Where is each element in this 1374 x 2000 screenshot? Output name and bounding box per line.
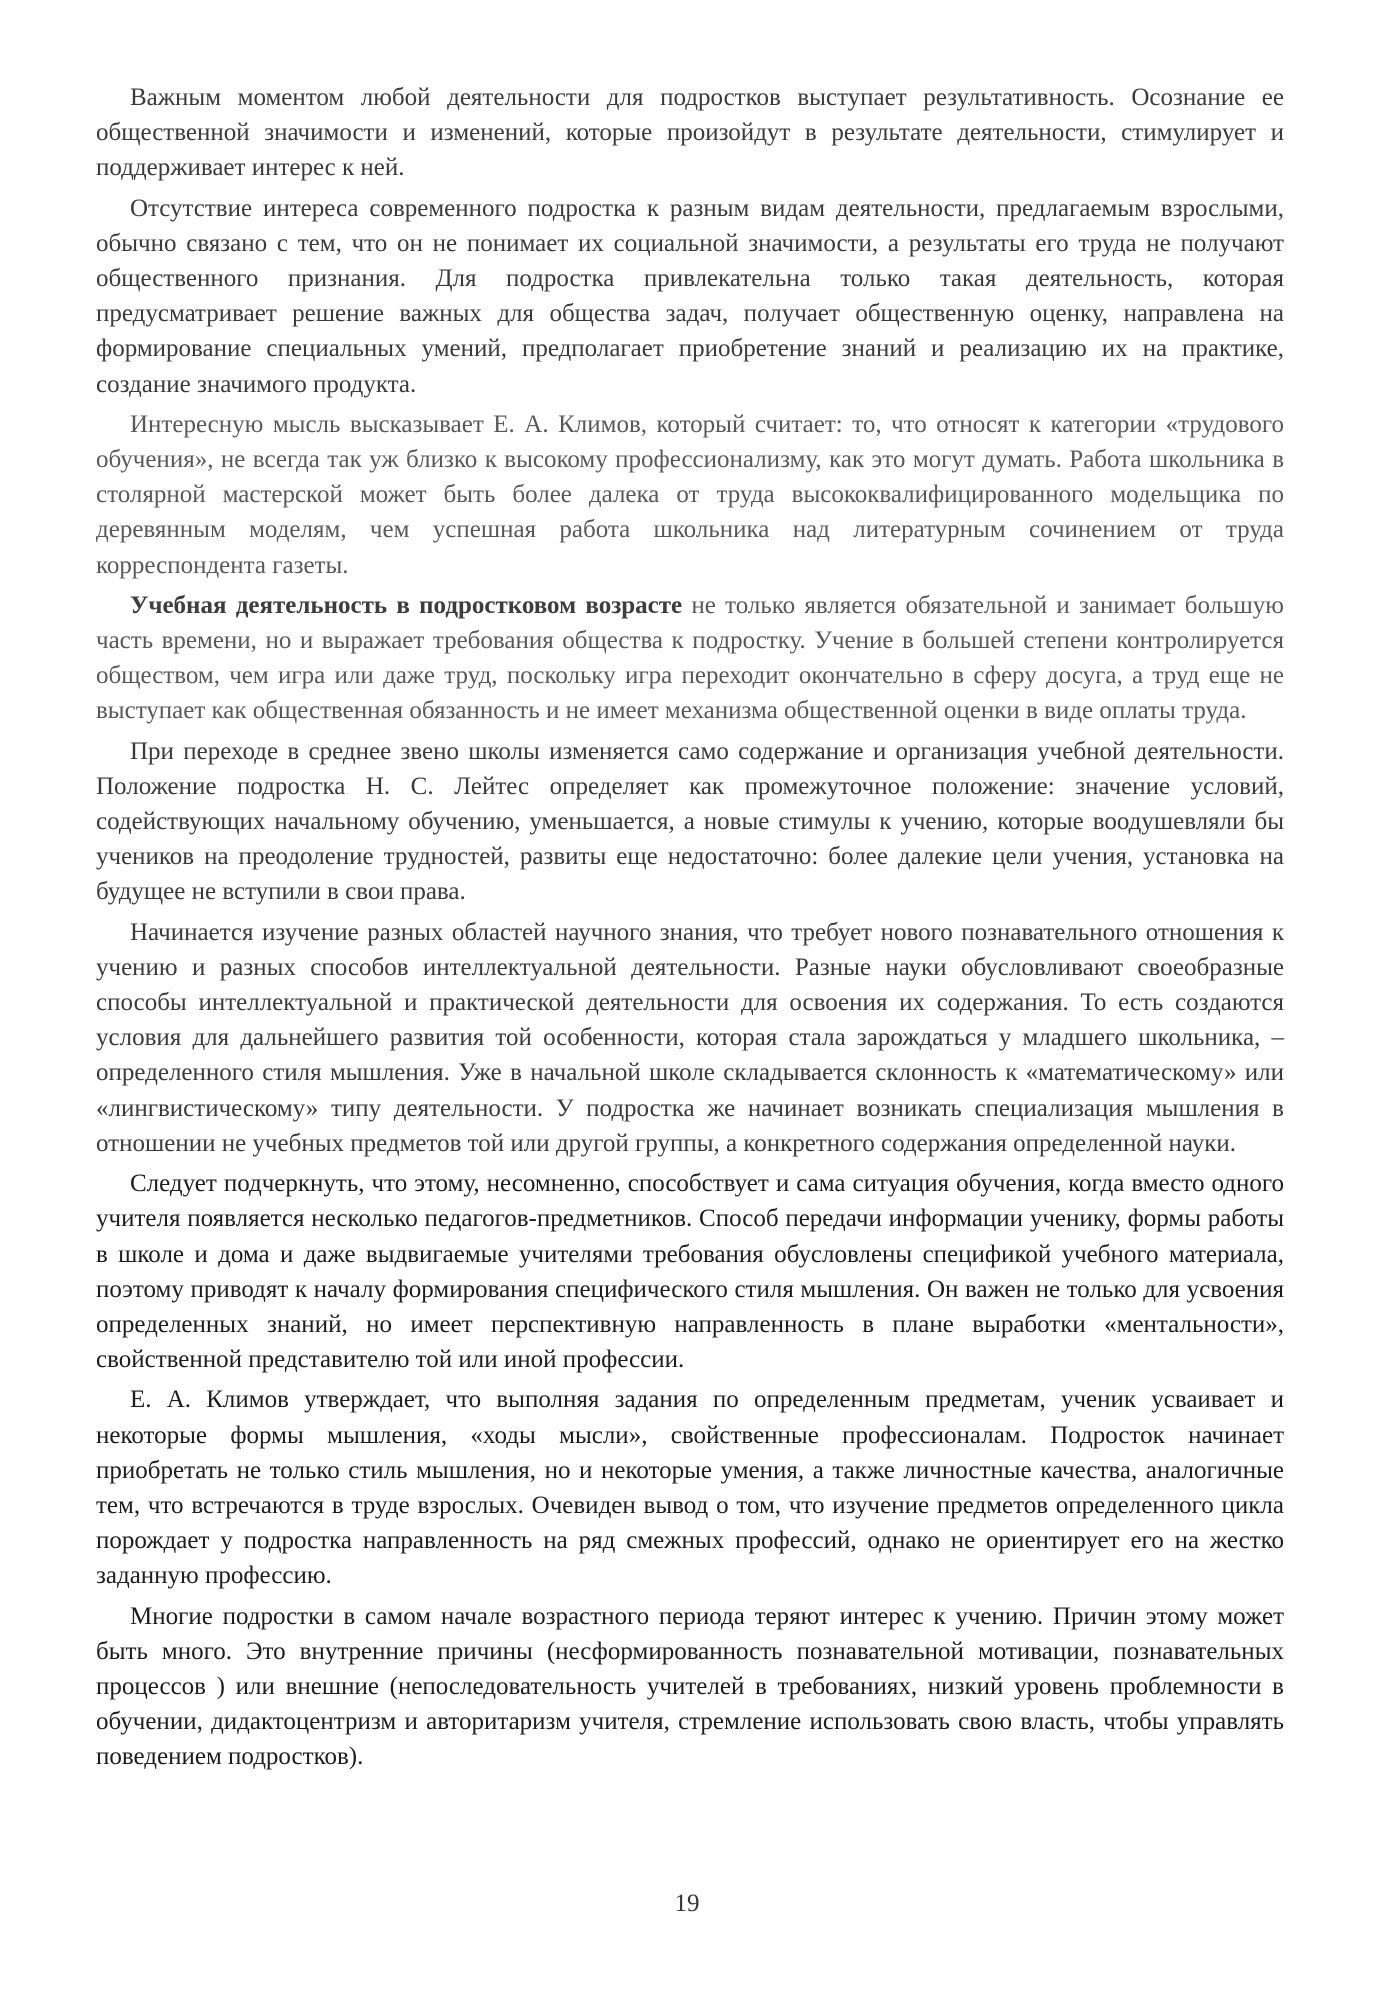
paragraph-3: Интересную мысль высказывает Е. А. Климов, который считает: то, что относят к категории «трудового обучения», не всегда так уж близко к высокому профессионализму, как это могут думать. Работа школьника в столярной мастерской может быть более далека от труда высококвалифицированного модельщика по деревянным моделям, чем успешная работа школьника над литературным сочинением от труда корреспондента газеты.: [96, 410, 1284, 579]
paragraph-2: Отсутствие интереса современного подростка к разным видам деятельности, предлагаемым взрослыми, обычно связано с тем, что он не понимает их социальной значимости, а результаты его труда не получают общественного признания. Для подростка привлекательна только такая деятельность, которая предусматривает решение важных для общества задач, получает общественную оценку, направлена на формирование специальных умений, предполагает приобретение знаний и реализацию их на практике, создание значимого продукта.: [96, 194, 1284, 398]
paragraph-7: Следует подчеркнуть, что этому, несомненно, способствует и сама ситуация обучения, когда вместо одного учителя появляется несколько педагогов-предметников. Способ передачи информации ученику, формы работы в школе и дома и даже выдвигаемые учителями требования обусловлены спецификой учебного материала, поэтому приводят к началу формирования специфического стиля мышления. Он важен не только для усвоения определенных знаний, но имеет перспективную направленность в плане выработки «ментальности», свойственной представителю той или иной профессии.: [96, 1170, 1284, 1374]
paragraph-9: Многие подростки в самом начале возрастного периода теряют интерес к учению. Причин этому может быть много. Это внутренние причины (несформированность познавательной мотивации, познавательных процессов ) или внешние (непоследовательность учителей в требованиях, низкий уровень проблемности в обучении, дидактоцентризм и авторитаризм учителя, стремление использовать свою власть, чтобы управлять поведением подростков).: [96, 1602, 1284, 1771]
paragraph-4-bold-lead: Учебная деятельность в подростковом возрасте: [130, 591, 683, 619]
paragraph-8: Е. А. Климов утверждает, что выполняя задания по определенным предметам, ученик усваивает и некоторые формы мышления, «ходы мысли», свойственные профессионалам. Подросток начинает приобретать не только стиль мышления, но и некоторые умения, а также личностные качества, аналогичные тем, что встречаются в труде взрослых. Очевиден вывод о том, что изучение предметов определенного цикла порождает у подростка направленность на ряд смежных профессий, однако не ориентирует его на жестко заданную профессию.: [96, 1386, 1284, 1590]
paragraph-1: Важным моментом любой деятельности для подростков выступает результативность. Осознание ее общественной значимости и изменений, которые произойдут в результате деятельности, стимулирует и поддерживает интерес к ней.: [96, 84, 1284, 182]
paragraph-4-text: не только является обязательной и занимает большую часть времени, но и выражает требования общества к подростку. Учение в большей степени контролируется обществом, чем игра или даже труд, поскольку игра переходит окончательно в сферу досуга, а труд еще не выступает как общественная обязанность и не имеет механизма общественной оценки в виде оплаты труда.: [96, 591, 1284, 725]
paragraph-6: Начинается изучение разных областей научного знания, что требует нового познавательного отношения к учению и разных способов интеллектуальной деятельности. Разные науки обусловливают своеобразные способы интеллектуальной и практической деятельности для освоения их содержания. То есть создаются условия для дальнейшего развития той особенности, которая стала зарождаться у младшего школьника, – определенного стиля мышления. Уже в начальной школе складывается склонность к «математическому» или «лингвистическому» типу деятельности. У подростка же начинает возникать специализация мышления в отношении не учебных предметов той или другой группы, а конкретного содержания определенной науки.: [96, 918, 1284, 1157]
paragraph-4: [96, 588, 1284, 729]
page-body: [96, 80, 1284, 1780]
paragraph-5: При переходе в среднее звено школы изменяется само содержание и организация учебной деятельности. Положение подростка Н. С. Лейтес определяет как промежуточное положение: значение условий, содействующих начальному обучению, уменьшается, а новые стимулы к учению, которые воодушевляли бы учеников на преодоление трудностей, развиты еще недостаточно: более далекие цели учения, установка на будущее не вступили в свои права.: [96, 737, 1284, 906]
page-number: 19: [674, 1890, 700, 1917]
